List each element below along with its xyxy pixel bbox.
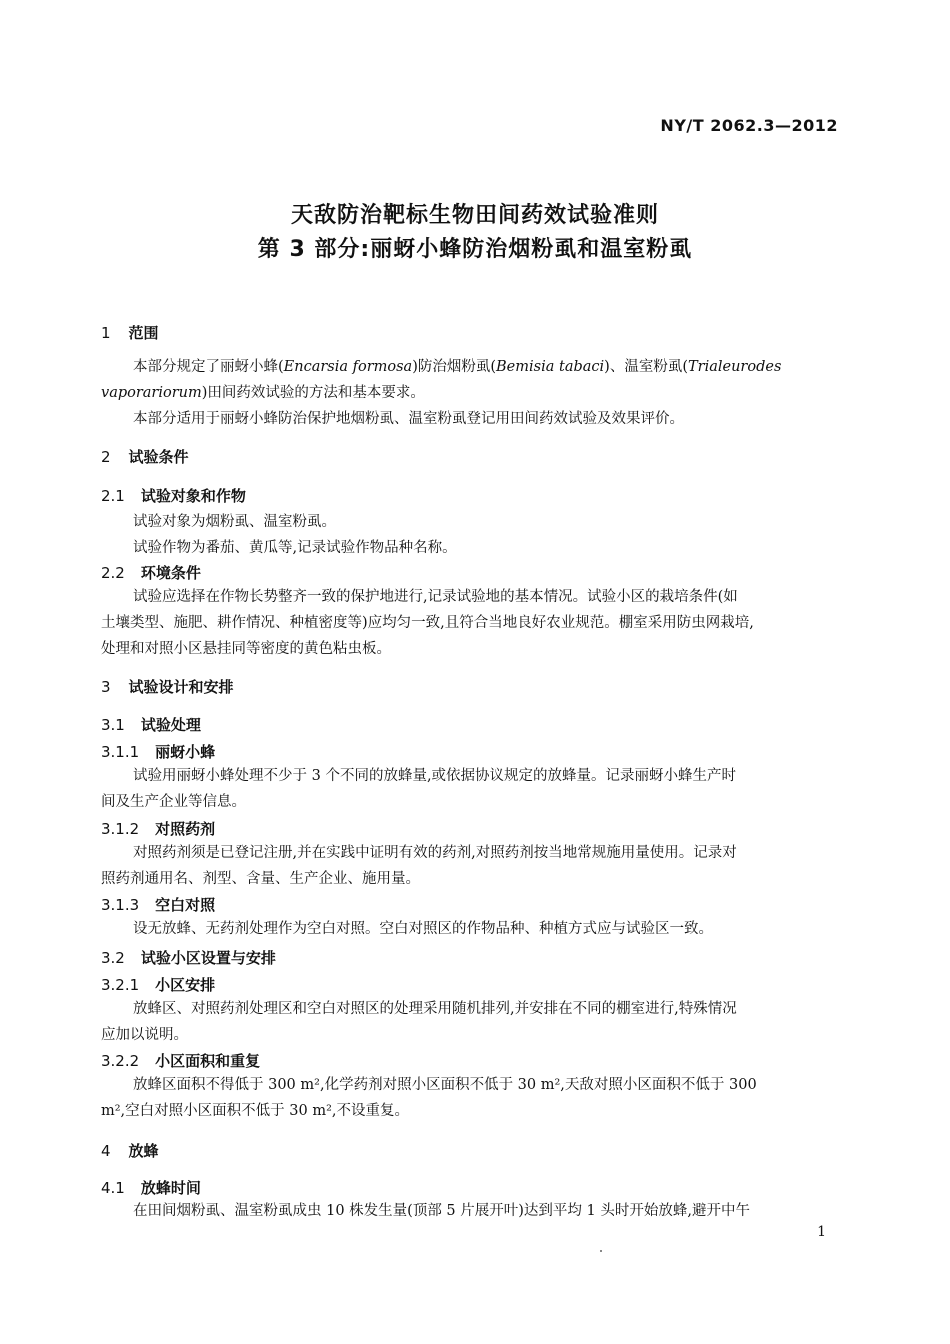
scan-speck bbox=[600, 1250, 602, 1252]
section-1-heading bbox=[101, 322, 159, 343]
paragraph-line: 本部分规定了丽蚜小蜂(Encarsia formosa)防治烟粉虱(Bemisia tabaci)、温室粉虱(Trialeurodes bbox=[133, 359, 782, 375]
standard-number: NY/T 2062.3—2012 bbox=[660, 116, 838, 135]
paragraph-line: 放蜂区面积不得低于 300 m²,化学药剂对照小区面积不低于 30 m²,天敌对照小区面积不低于 300 bbox=[133, 1077, 757, 1093]
section-3-2-2-heading: 3.2.2 小区面积和重复 bbox=[101, 1052, 261, 1070]
paragraph-line: vaporariorum)田间药效试验的方法和基本要求。 bbox=[101, 385, 425, 401]
paragraph-line: 处理和对照小区悬挂同等密度的黄色粘虫板。 bbox=[101, 641, 391, 657]
paragraph-line: 本部分适用于丽蚜小蜂防治保护地烟粉虱、温室粉虱登记用田间药效试验及效果评价。 bbox=[133, 411, 684, 427]
section-4-1-heading: 4.1 放蜂时间 bbox=[101, 1179, 201, 1197]
paragraph-line: 土壤类型、施肥、耕作情况、种植密度等)应均匀一致,且符合当地良好农业规范。棚室采用防虫网栽培, bbox=[101, 615, 754, 631]
paragraph-line: 设无放蜂、无药剂处理作为空白对照。空白对照区的作物品种、种植方式应与试验区一致。 bbox=[133, 921, 713, 937]
document-subtitle: 第 3 部分:丽蚜小蜂防治烟粉虱和温室粉虱 bbox=[257, 237, 693, 262]
section-3-1-2-heading: 3.1.2 对照药剂 bbox=[101, 820, 216, 838]
section-2-1-heading: 2.1 试验对象和作物 bbox=[101, 487, 246, 505]
section-3-2-heading: 3.2 试验小区设置与安排 bbox=[101, 949, 276, 967]
document-title: 天敌防治靶标生物田间药效试验准则 bbox=[290, 203, 659, 228]
section-3-heading: 3 试验设计和安排 bbox=[101, 678, 234, 696]
section-2-heading: 2 试验条件 bbox=[101, 448, 189, 466]
paragraph-line: 对照药剂须是已登记注册,并在实践中证明有效的药剂,对照药剂按当地常规施用量使用。记录对 bbox=[133, 845, 737, 861]
paragraph-line: 试验作物为番茄、黄瓜等,记录试验作物品种名称。 bbox=[133, 540, 457, 556]
paragraph-line: m²,空白对照小区面积不低于 30 m²,不设重复。 bbox=[101, 1103, 410, 1119]
section-3-1-3-heading: 3.1.3 空白对照 bbox=[101, 896, 216, 914]
page-number: 1 bbox=[817, 1224, 826, 1240]
section-4-heading: 4 放蜂 bbox=[101, 1142, 159, 1160]
section-title: 范围 bbox=[128, 324, 159, 342]
paragraph-line: 试验用丽蚜小蜂处理不少于 3 个不同的放蜂量,或依据协议规定的放蜂量。记录丽蚜小蜂生产时 bbox=[133, 768, 737, 784]
section-3-1-heading: 3.1 试验处理 bbox=[101, 716, 201, 734]
paragraph-line: 放蜂区、对照药剂处理区和空白对照区的处理采用随机排列,并安排在不同的棚室进行,特殊情况 bbox=[133, 1001, 737, 1017]
paragraph-line: 应加以说明。 bbox=[101, 1027, 188, 1043]
paragraph-line: 试验对象为烟粉虱、温室粉虱。 bbox=[133, 514, 336, 530]
paragraph-line: 间及生产企业等信息。 bbox=[101, 794, 246, 810]
paragraph-line: 在田间烟粉虱、温室粉虱成虫 10 株发生量(顶部 5 片展开叶)达到平均 1 头时开始放蜂,避开中午 bbox=[133, 1203, 750, 1219]
section-3-1-1-heading: 3.1.1 丽蚜小蜂 bbox=[101, 743, 216, 761]
section-2-2-heading: 2.2 环境条件 bbox=[101, 564, 201, 582]
paragraph-line: 照药剂通用名、剂型、含量、生产企业、施用量。 bbox=[101, 871, 420, 887]
section-number: 1 bbox=[101, 324, 111, 342]
paragraph-line: 试验应选择在作物长势整齐一致的保护地进行,记录试验地的基本情况。试验小区的栽培条件(如 bbox=[133, 589, 738, 605]
section-3-2-1-heading: 3.2.1 小区安排 bbox=[101, 976, 216, 994]
